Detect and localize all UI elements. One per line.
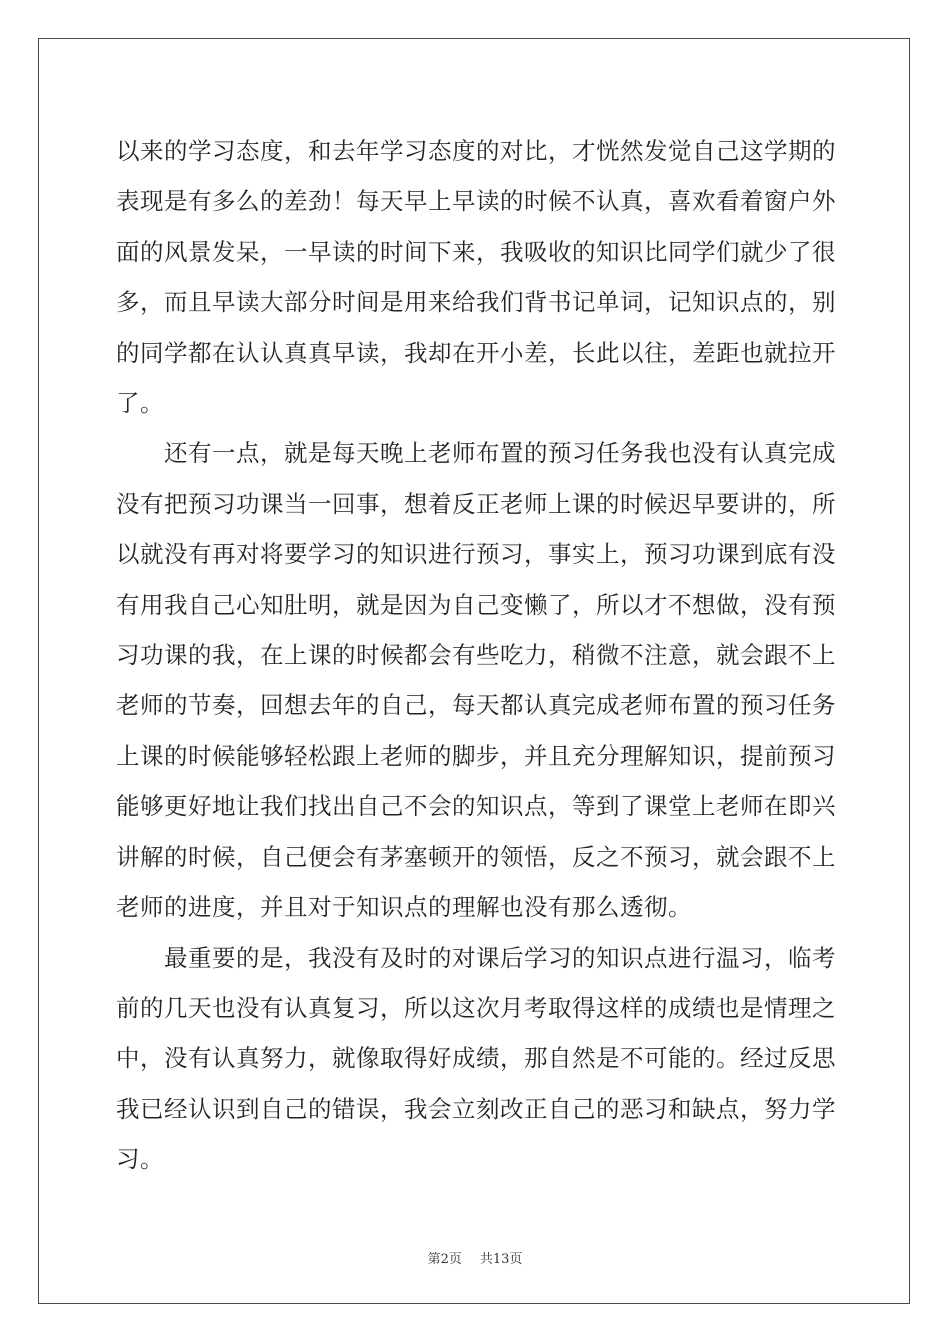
page-total: 共13页	[479, 1252, 523, 1267]
page-number: 第2页	[427, 1252, 462, 1267]
paragraph-3: 最重要的是，我没有及时的对课后学习的知识点进行温习，临考前的几天也没有认真复习，所以这次月考取得这样的成绩也是情理之中，没有认真努力，就像取得好成绩，那自然是不可能的。经过反思我已经认识到自己的错误，我会立刻改正自己的恶习和缺点，努力学习。	[116, 943, 836, 1174]
document-body	[116, 126, 836, 1185]
paragraph-2: 还有一点，就是每天晚上老师布置的预习任务我也没有认真完成没有把预习功课当一回事，想着反正老师上课的时候迟早要讲的，所以就没有再对将要学习的知识进行预习，事实上，预习功课到底有没有用我自己心知肚明，就是因为自己变懒了，所以才不想做，没有预习功课的我，在上课的时候都会有些吃力，稍微不注意，就会跟不上老师的节奏，回想去年的自己，每天都认真完成老师布置的预习任务上课的时候能够轻松跟上老师的脚步，并且充分理解知识，提前预习能够更好地让我们找出自己不会的知识点，等到了课堂上老师在即兴讲解的时候，自己便会有茅塞顿开的领悟，反之不预习，就会跟不上老师的进度，并且对于知识点的理解也没有那么透彻。	[116, 439, 836, 922]
page-footer	[0, 1248, 950, 1267]
paragraph-1: 以来的学习态度，和去年学习态度的对比，才恍然发觉自己这学期的表现是有多么的差劲！每天早上早读的时候不认真，喜欢看着窗户外面的风景发呆，一早读的时间下来，我吸收的知识比同学们就少了很多，而且早读大部分时间是用来给我们背书记单词，记知识点的，别的同学都在认认真真早读，我却在开小差，长此以往，差距也就拉开了。	[116, 137, 836, 418]
